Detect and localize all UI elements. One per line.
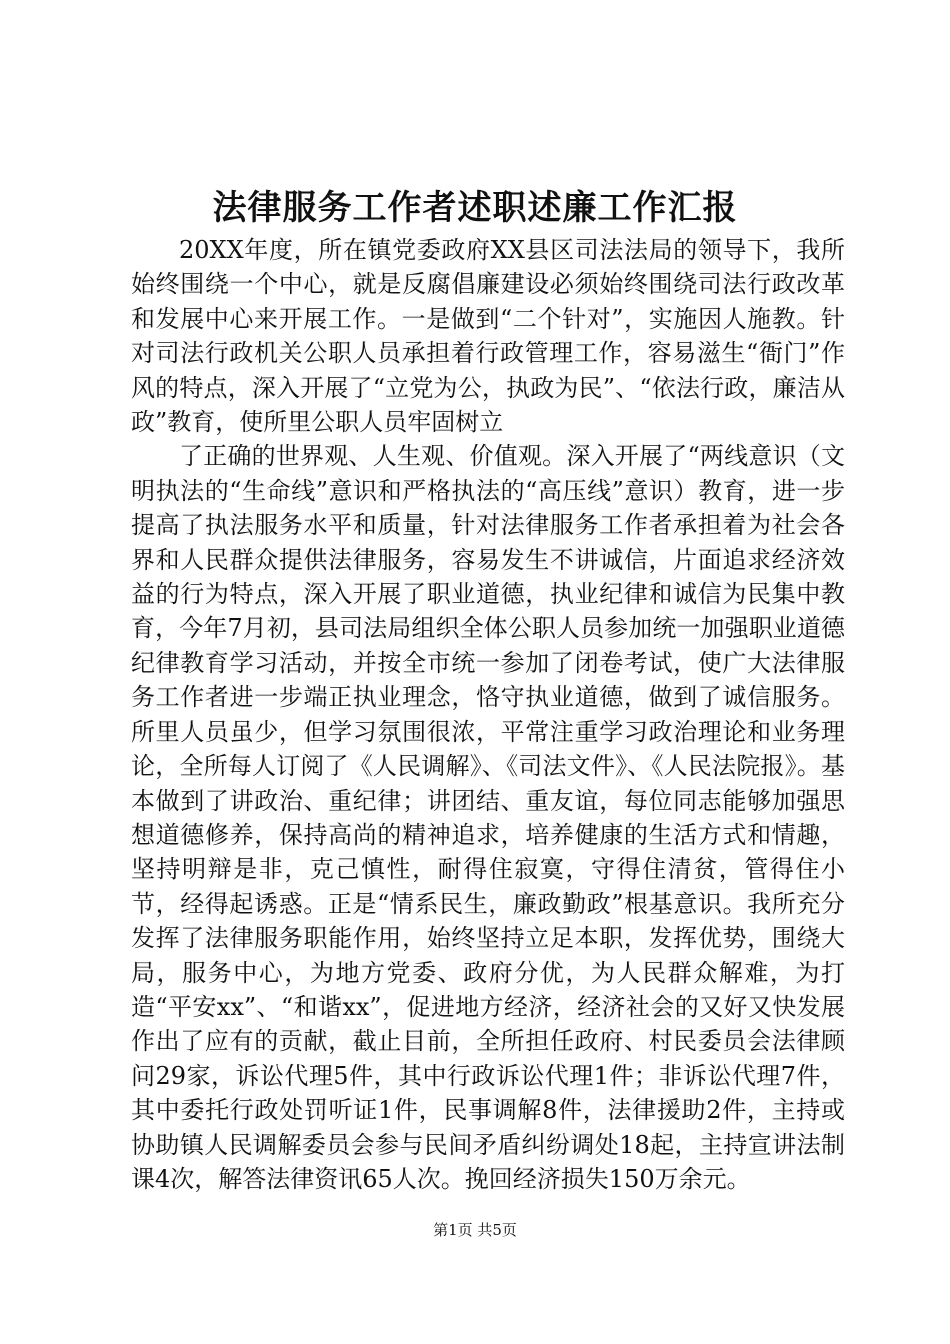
body-paragraph-1: 20XX年度，所在镇党委政府XX县区司法法局的领导下，我所始终围绕一个中心，就是反腐倡廉建设必须始终围绕司法行政改革和发展中心来开展工作。一是做到“二个针对”，实施因人施教。针对司法行政机关公职人员承担着行政管理工作，容易滋生“衙门”作风的特点，深入开展了“立党为公，执政为民”、“依法行政，廉洁从政”教育，使所里公职人员牢固树立 (131, 236, 845, 437)
page-number-footer: 第1页 共5页 (433, 1221, 517, 1239)
body-paragraph-2: 了正确的世界观、人生观、价值观。深入开展了“两线意识（文明执法的“生命线”意识和严格执法的“高压线”意识）教育，进一步提高了执法服务水平和质量，针对法律服务工作者承担着为社会各界和人民群众提供法律服务，容易发生不讲诚信，片面追求经济效益的行为特点，深入开展了职业道德，执业纪律和诚信为民集中教育，今年7月初，县司法局组织全体公职人员参加统一加强职业道德纪律教育学习活动，并按全市统一参加了闭卷考试，使广大法律服务工作者进一步端正执业理念，恪守执业道德，做到了诚信服务。所里人员虽少，但学习氛围很浓，平常注重学习政治理论和业务理论，全所每人订阅了《人民调解》、《司法文件》、《人民法院报》。基本做到了讲政治、重纪律；讲团结、重友谊，每位同志能够加强思想道德修养，保持高尚的精神追求，培养健康的生活方式和情趣，坚持明辩是非，克己慎性，耐得住寂寞，守得住清贫，管得住小节，经得起诱惑。正是“情系民生，廉政勤政”根基意识。我所充分发挥了法律服务职能作用，始终坚持立足本职，发挥优势，围绕大局，服务中心，为地方党委、政府分优，为人民群众解难，为打造“平安xx”、“和谐xx”，促进地方经济，经济社会的又好又快发展作出了应有的贡献，截止目前，全所担任政府、村民委员会法律顾问29家，诉讼代理5件，其中行政诉讼代理1件；非诉讼代理7件，其中委托行政处罚听证1件，民事调解8件，法律援助2件，主持或协助镇人民调解委员会参与民间矛盾纠纷调处18起，主持宣讲法制课4次，解答法律资讯65人次。挽回经济损失150万余元。 (131, 442, 845, 1193)
document-body (131, 233, 845, 1196)
document-title: 法律服务工作者述职述廉工作汇报 (212, 188, 738, 228)
